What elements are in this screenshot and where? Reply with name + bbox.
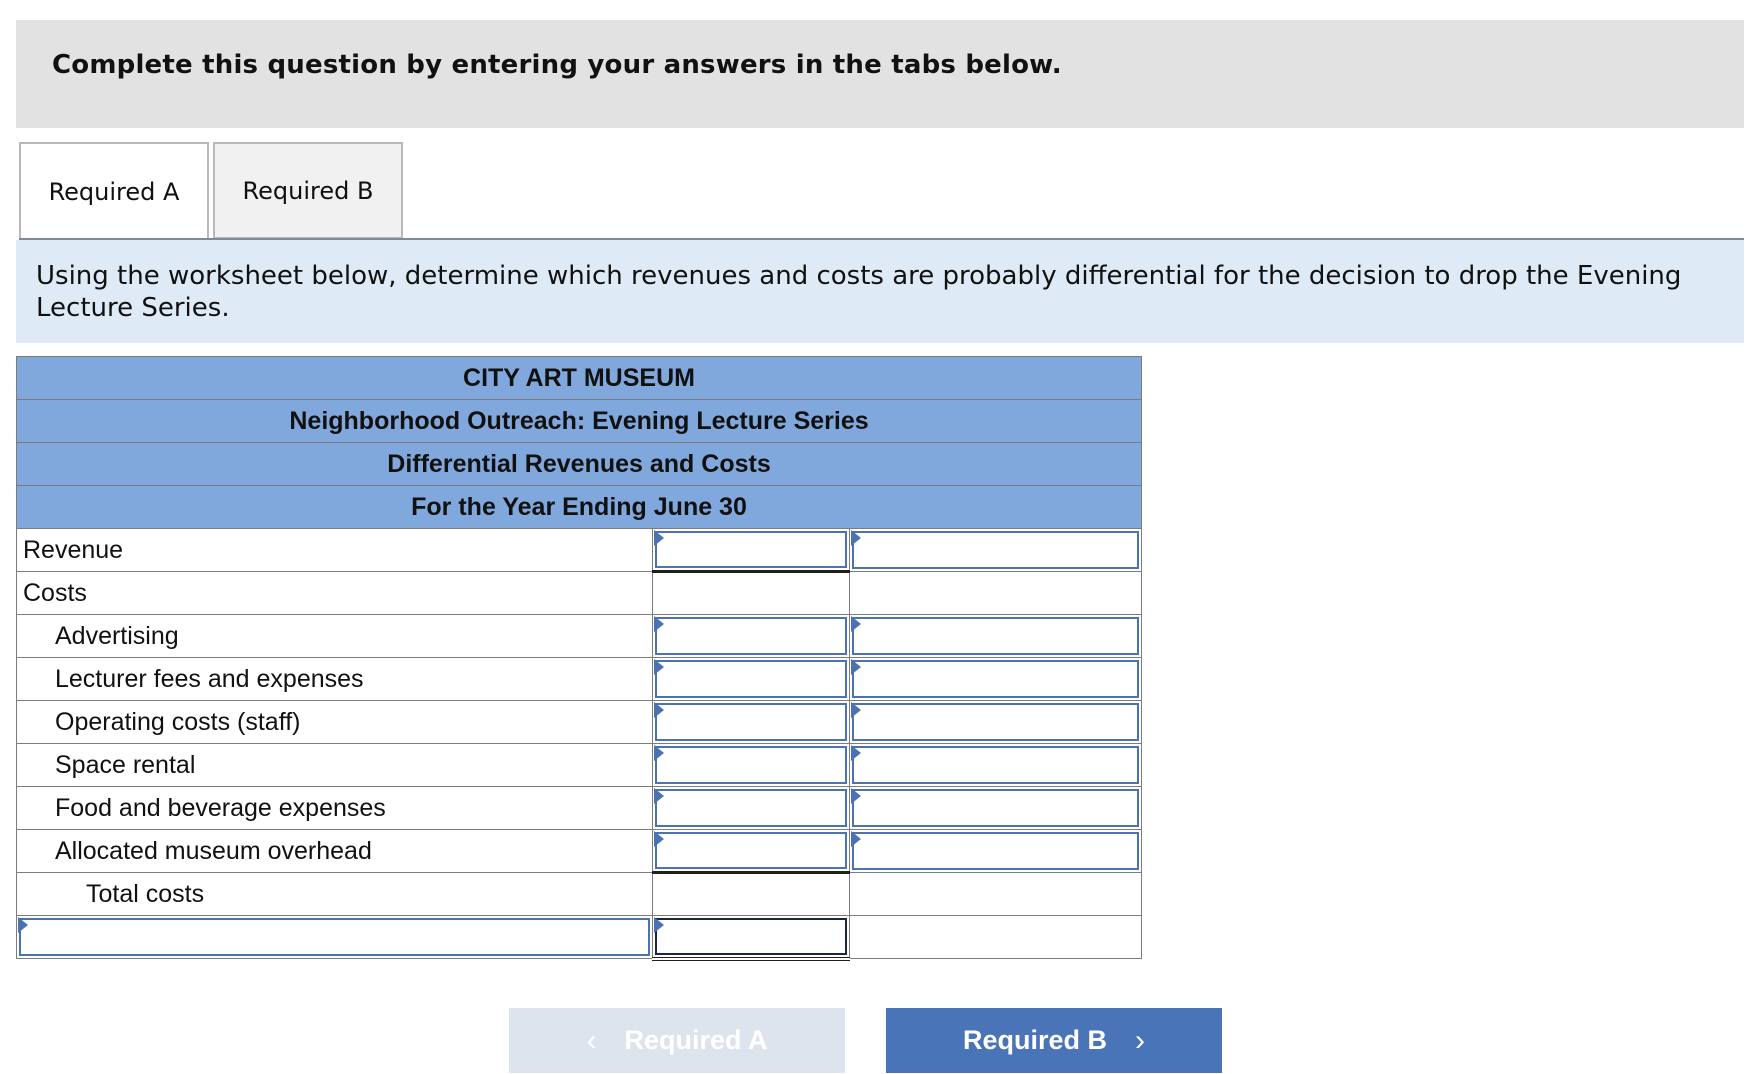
- allocated-overhead-amount-input[interactable]: [652, 830, 849, 873]
- dropdown-marker-icon: [851, 702, 861, 718]
- dropdown-marker-icon: [654, 616, 664, 632]
- header-program: Neighborhood Outreach: Evening Lecture Series: [17, 400, 1142, 443]
- dropdown-marker-icon: [654, 831, 664, 847]
- worksheet-table: [16, 356, 1142, 961]
- dropdown-marker-icon: [851, 745, 861, 761]
- dropdown-marker-icon: [654, 745, 664, 761]
- table-row: [17, 658, 1142, 701]
- dropdown-marker-icon: [851, 831, 861, 847]
- revenue-amount-input[interactable]: [652, 529, 849, 572]
- row-label-operating-costs: Operating costs (staff): [17, 701, 653, 744]
- row-label-allocated-overhead: Allocated museum overhead: [17, 830, 653, 873]
- dropdown-marker-icon: [654, 702, 664, 718]
- empty-cell: [652, 572, 849, 615]
- chevron-right-icon: ›: [1135, 1023, 1146, 1057]
- space-rental-amount-input[interactable]: [652, 744, 849, 787]
- header-row: [17, 400, 1142, 443]
- table-row: [17, 529, 1142, 572]
- allocated-overhead-choice-dropdown[interactable]: [849, 830, 1141, 873]
- dropdown-marker-icon: [654, 530, 664, 546]
- prev-button-label: Required A: [624, 1025, 768, 1055]
- lecturer-fees-choice-dropdown[interactable]: [849, 658, 1141, 701]
- result-label-dropdown[interactable]: [17, 916, 653, 959]
- row-label-total-costs: Total costs: [17, 873, 653, 916]
- empty-cell: [849, 572, 1141, 615]
- table-row: [17, 701, 1142, 744]
- row-label-costs: Costs: [17, 572, 653, 615]
- header-row: [17, 443, 1142, 486]
- dropdown-marker-icon: [851, 616, 861, 632]
- tab-required-b[interactable]: Required B: [213, 142, 403, 239]
- banner-text: Complete this question by entering your answers in the tabs below.: [52, 50, 1062, 80]
- advertising-amount-input[interactable]: [652, 615, 849, 658]
- dropdown-marker-icon: [18, 917, 28, 933]
- table-row: [17, 873, 1142, 916]
- dropdown-marker-icon: [851, 659, 861, 675]
- header-row: [17, 357, 1142, 400]
- header-row: [17, 486, 1142, 529]
- dropdown-marker-icon: [851, 788, 861, 804]
- prev-required-a-button[interactable]: [509, 1008, 845, 1073]
- food-beverage-amount-input[interactable]: [652, 787, 849, 830]
- table-row: [17, 572, 1142, 615]
- row-label-space-rental: Space rental: [17, 744, 653, 787]
- table-row: [17, 916, 1142, 959]
- operating-costs-amount-input[interactable]: [652, 701, 849, 744]
- empty-cell: [849, 916, 1141, 959]
- table-row: [17, 615, 1142, 658]
- food-beverage-choice-dropdown[interactable]: [849, 787, 1141, 830]
- header-company: CITY ART MUSEUM: [17, 357, 1142, 400]
- header-period: For the Year Ending June 30: [17, 486, 1142, 529]
- table-row: [17, 830, 1142, 873]
- header-statement: Differential Revenues and Costs: [17, 443, 1142, 486]
- revenue-choice-dropdown[interactable]: [849, 529, 1141, 572]
- dropdown-marker-icon: [654, 917, 664, 933]
- operating-costs-choice-dropdown[interactable]: [849, 701, 1141, 744]
- total-costs-cell: [652, 873, 849, 916]
- space-rental-choice-dropdown[interactable]: [849, 744, 1141, 787]
- next-button-label: Required B: [962, 1025, 1108, 1055]
- row-label-revenue: Revenue: [17, 529, 653, 572]
- lecturer-fees-amount-input[interactable]: [652, 658, 849, 701]
- question-banner: [16, 20, 1744, 128]
- instructions-panel: [16, 240, 1744, 343]
- empty-cell: [849, 873, 1141, 916]
- row-label-lecturer-fees: Lecturer fees and expenses: [17, 658, 653, 701]
- dropdown-marker-icon: [654, 788, 664, 804]
- next-required-b-button[interactable]: [886, 1008, 1222, 1073]
- advertising-choice-dropdown[interactable]: [849, 615, 1141, 658]
- chevron-left-icon: ‹: [586, 1023, 597, 1057]
- tab-required-a[interactable]: Required A: [19, 142, 209, 239]
- table-row: [17, 787, 1142, 830]
- result-amount-input[interactable]: [652, 916, 849, 959]
- dropdown-marker-icon: [654, 659, 664, 675]
- dropdown-marker-icon: [851, 530, 861, 546]
- row-label-food-beverage: Food and beverage expenses: [17, 787, 653, 830]
- row-label-advertising: Advertising: [17, 615, 653, 658]
- table-row: [17, 744, 1142, 787]
- instructions-text: Using the worksheet below, determine which revenues and costs are probably differential for the decision to drop the Evening Lecture Series.: [36, 261, 1682, 323]
